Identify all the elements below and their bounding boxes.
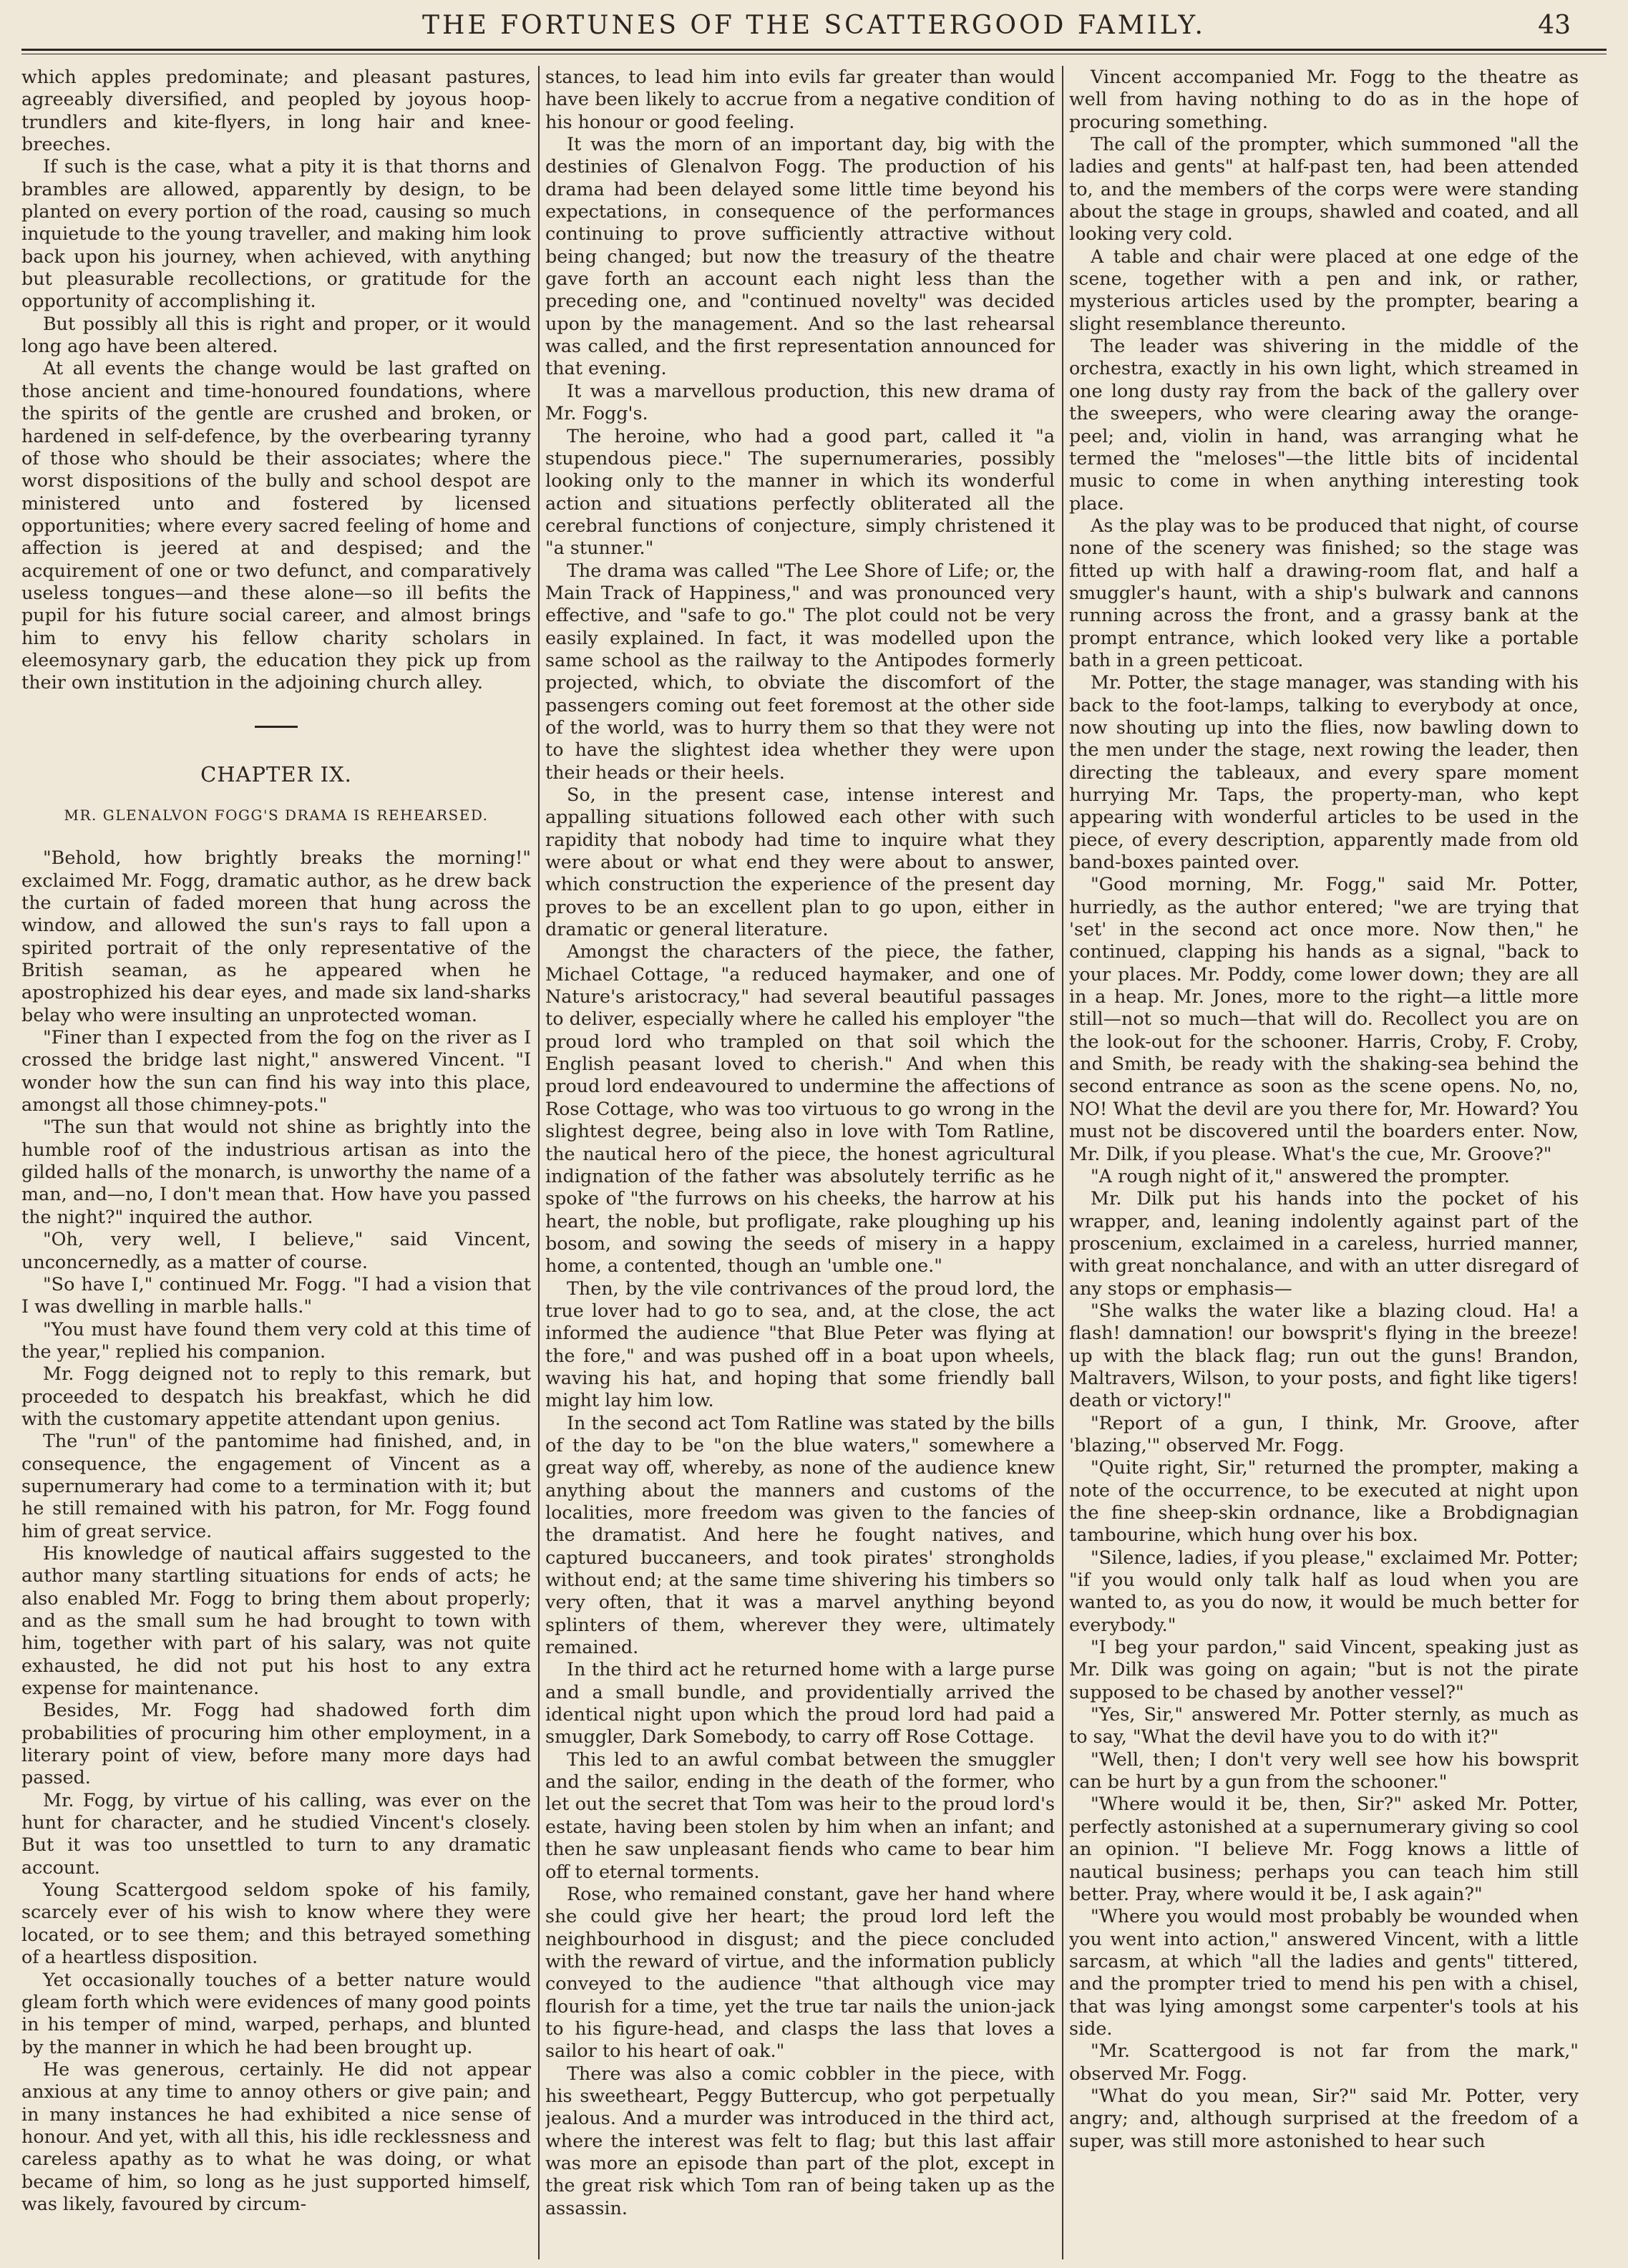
paragraph: "The sun that would not shine as brightly into the humble roof of the industrious artisan as into the gilded halls of the monarch, is unworthy the name of a man, and—no, I don't mean that. How have you passed the night?" inquired the author.	[21, 1116, 531, 1227]
paragraph: Vincent accompanied Mr. Fogg to the theatre as well from having nothing to do as in the hope of procuring something.	[1069, 66, 1579, 132]
column-3	[1069, 66, 1579, 2259]
paragraph: Mr. Dilk put his hands into the pocket of his wrapper, and, leaning indolently against part of the proscenium, exclaimed in a careless, hurried manner, with great nonchalance, and with an utter disregard of any stops or emphasis—	[1069, 1187, 1579, 1299]
paragraph: There was also a comic cobbler in the piece, with his sweetheart, Peggy Buttercup, who got perpetually jealous. And a murder was introduced in the third act, where the interest was felt to flag; but this last affair was more an episode than part of the plot, except in the great risk which Tom ran of being taken up as the assassin.	[545, 2062, 1055, 2219]
paragraph: He was generous, certainly. He did not appear anxious at any time to annoy others or give pain; and in many instances he had exhibited a nice sense of honour. And yet, with all this, his idle recklessness and careless apathy as to what he was doing, or what became of him, so long as he just supported himself, was likely, favoured by circum-	[21, 2058, 531, 2214]
paragraph: Rose, who remained constant, gave her hand where she could give her heart; the proud lord left the neighbourhood in disgust; and the piece concluded with the reward of virtue, and the information publicly conveyed to the audience "that although vice may flourish for a time, yet the true tar nails the union-jack to his figure-head, and clasps the lass that loves a sailor to his heart of oak."	[545, 1882, 1055, 2062]
paragraph: "Oh, very well, I believe," said Vincent, unconcernedly, as a matter of course.	[21, 1228, 531, 1272]
column-divider	[1062, 66, 1063, 2259]
paragraph: But possibly all this is right and proper, or it would long ago have been altered.	[21, 312, 531, 357]
paragraph: "She walks the water like a blazing cloud. Ha! a flash! damnation! our bowsprit's flying in the breeze! up with the black flag; run out the guns! Brandon, Maltravers, Wilson, to your posts, and fight like tigers! death or victory!"	[1069, 1299, 1579, 1411]
paragraph: "What do you mean, Sir?" said Mr. Potter, very angry; and, although surprised at the freedom of a super, was still more astonished to hear such	[1069, 2084, 1579, 2151]
paragraph: Young Scattergood seldom spoke of his family, scarcely ever of his wish to know where they were located, or to see them; and this betrayed something of a heartless disposition.	[21, 1879, 531, 1968]
paragraph: "A rough night of it," answered the prompter.	[1091, 1164, 1510, 1187]
paragraph: Then, by the vile contrivances of the proud lord, the true lover had to go to sea, and, at the close, the act informed the audience "that Blue Peter was flying at the fore," and was pushed off in a boat upon wheels, waving his hat, and hoping that some friendly ball might lay him low.	[545, 1277, 1055, 1411]
paragraph: "Yes, Sir," answered Mr. Potter sternly, as much as to say, "What the devil have you to do with it?"	[1069, 1703, 1579, 1748]
paragraph: Mr. Fogg deigned not to reply to this remark, but proceeded to despatch his breakfast, which he did with the customary appetite attendant upon genius.	[21, 1363, 531, 1429]
paragraph: If such is the case, what a pity it is that thorns and brambles are allowed, apparently by design, to be planted on every portion of the road, causing so much inquietude to the young traveller, and making him look back upon his journey, when achieved, with anything but pleasurable recollections, or gratitude for the opportunity of accomplishing it.	[21, 155, 531, 312]
column-2	[545, 66, 1055, 2259]
paragraph: "I beg your pardon," said Vincent, speaking just as Mr. Dilk was going on again; "but is not the pirate supposed to be chased by another vessel?"	[1069, 1636, 1579, 1703]
column-divider	[538, 66, 540, 2259]
paragraph: A table and chair were placed at one edge of the scene, together with a pen and ink, or rather, mysterious articles used by the prompter, bearing a slight resemblance thereunto.	[1069, 245, 1579, 334]
header-rule	[21, 49, 1607, 51]
paragraph: It was the morn of an important day, big with the destinies of Glenalvon Fogg. The production of his drama had been delayed some little time beyond his expectations, in consequence of the performances continuing to prove sufficiently attractive without being changed; but now the treasury of the theatre gave forth an account each night less than the preceding one, and "continued novelty" was decided upon by the management. And so the last rehearsal was called, and the first representation announced for that evening.	[545, 133, 1055, 379]
paragraph: Besides, Mr. Fogg had shadowed forth dim probabilities of procuring him other employment, in a literary point of view, before many more days had passed.	[21, 1699, 531, 1788]
page-number: 43	[1538, 11, 1571, 40]
paragraph: The call of the prompter, which summoned "all the ladies and gents" at half-past ten, had been attended to, and the members of the corps were were standing about the stage in groups, shawled and coated, and all looking very cold.	[1069, 133, 1579, 245]
paragraph: "Silence, ladies, if you please," exclaimed Mr. Potter; "if you would only talk half as loud when you are wanted to, as you do now, it would be much better for everybody."	[1069, 1546, 1579, 1635]
paragraph: The drama was called "The Lee Shore of Life; or, the Main Track of Happiness," and was pronounced very effective, and "safe to go." The plot could not be very easily explained. In fact, it was modelled upon the same school as the railway to the Antipodes formerly projected, which, to obviate the discomfort of the passengers coming out feet foremost at the other side of the world, was to hurry them so that they were not to have the slightest idea whether they were upon their heads or their heels.	[545, 559, 1055, 783]
paragraph: The leader was shivering in the middle of the orchestra, exactly in his own light, which streamed in one long dusty ray from the back of the gallery over the sweepers, who were clearing away the orange-peel; and, violin in hand, was arranging what he termed the "meloses"—the little bits of incidental music to come in when anything interesting took place.	[1069, 335, 1579, 514]
paragraph: So, in the present case, intense interest and appalling situations followed each other with such rapidity that nobody had time to inquire what they were about or what end they were about to answer, which construction the experience of the present day proves to be an excellent plan to go upon, either in dramatic or general literature.	[545, 784, 1055, 940]
paragraph: It was a marvellous production, this new drama of Mr. Fogg's.	[545, 379, 1055, 424]
paragraph: "Finer than I expected from the fog on the river as I crossed the bridge last night," answered Vincent. "I wonder how the sun can find his way into this place, amongst all those chimney-pots."	[21, 1026, 531, 1116]
paragraph: "Report of a gun, I think, Mr. Groove, after 'blazing,'" observed Mr. Fogg.	[1069, 1411, 1579, 1456]
paragraph: As the play was to be produced that night, of course none of the scenery was finished; so the stage was fitted up with half a drawing-room flat, and half a smuggler's haunt, with a ship's bulwark and cannons running across the front, and a grassy bank at the prompt entrance, which looked very like a portable bath in a green petticoat.	[1069, 514, 1579, 671]
paragraph: "You must have found them very cold at this time of the year," replied his companion.	[21, 1318, 531, 1362]
paragraph: "Well, then; I don't very well see how his bowsprit can be hurt by a gun from the schooner."	[1069, 1748, 1579, 1793]
paragraph: "So have I," continued Mr. Fogg. "I had a vision that I was dwelling in marble halls."	[21, 1272, 531, 1318]
paragraph: In the third act he returned home with a large purse and a small bundle, and providentially arrived the identical night upon which the proud lord had paid a smuggler, Dark Somebody, to carry off Rose Cottage.	[545, 1658, 1055, 1748]
paragraph: "Where you would most probably be wounded when you went into action," answered Vincent, with a little sarcasm, at which "all the ladies and gents" tittered, and the prompter tried to mend his pen with a chisel, that was lying amongst some carpenter's tools at his side.	[1069, 1905, 1579, 2039]
paragraph: In the second act Tom Ratline was stated by the bills of the day to be "on the blue waters," somewhere a great way off, whereby, as none of the audience knew anything about the manners and customs of the localities, more freedom was given to the fancies of the dramatist. And here he fought natives, and captured buccaneers, and took pirates' strongholds without end; at the same time shivering his timbers so very often, that it was a marvel anything beyond splinters of them, wherever they were, ultimately remained.	[545, 1411, 1055, 1658]
paragraph: "Where would it be, then, Sir?" asked Mr. Potter, perfectly astonished at a supernumerary giving so cool an opinion. "I believe Mr. Fogg knows a little of nautical business; perhaps you can teach him still better. Pray, where would it be, I ask again?"	[1069, 1793, 1579, 1904]
paragraph: His knowledge of nautical affairs suggested to the author many startling situations for ends of acts; he also enabled Mr. Fogg to bring them about properly; and as the small sum he had brought to town with him, together with part of his salary, was not quite exhausted, he did not put his host to any extra expense for maintenance.	[21, 1542, 531, 1699]
paragraph: "Mr. Scattergood is not far from the mark," observed Mr. Fogg.	[1069, 2040, 1579, 2084]
paragraph: stances, to lead him into evils far greater than would have been likely to accrue from a negative condition of his honour or good feeling.	[545, 66, 1055, 132]
chapter-title: CHAPTER IX.	[200, 761, 352, 787]
paragraph: Mr. Fogg, by virtue of his calling, was ever on the hunt for character, and he studied Vincent's closely. But it was too unsettled to turn to any dramatic account.	[21, 1788, 531, 1878]
paragraph: This led to an awful combat between the smuggler and the sailor, ending in the death of the former, who let out the secret that Tom was heir to the proud lord's estate, having been stolen by him when an infant; and then he saw unpleasant fiends who came to bear him off to eternal torments.	[545, 1748, 1055, 1882]
column-1	[21, 66, 531, 2259]
paragraph: The "run" of the pantomime had finished, and, in consequence, the engagement of Vincent as a supernumerary had come to a termination with it; but he still remained with his patron, for Mr. Fogg found him of great service.	[21, 1430, 531, 1542]
running-title: THE FORTUNES OF THE SCATTERGOOD FAMILY.	[422, 11, 1206, 40]
paragraph: "Quite right, Sir," returned the prompter, making a note of the occurrence, to be executed at night upon the fine sheep-skin ordnance, like a Brobdignagian tambourine, which hung over his box.	[1069, 1456, 1579, 1546]
section-divider	[255, 726, 298, 728]
paragraph: "Good morning, Mr. Fogg," said Mr. Potter, hurriedly, as the author entered; "we are trying that 'set' in the second act once more. Now then," he continued, clapping his hands as a signal, "back to your places. Mr. Poddy, come lower down; they are all in a heap. Mr. Jones, more to the right—a little more still—not so much—that will do. Recollect you are on the look-out for the schooner. Harris, Croby, F. Croby, and Smith, be ready with the shaking-sea behind the second entrance as soon as the scene opens. No, no, NO! What the devil are you there for, Mr. Howard? You must not be discovered until the boarders enter. Now, Mr. Dilk, if you please. What's the cue, Mr. Groove?"	[1069, 873, 1579, 1164]
paragraph: Amongst the characters of the piece, the father, Michael Cottage, "a reduced haymaker, and one of Nature's aristocracy," had several beautiful passages to deliver, especially where he called his employer "the proud lord who trampled on that soil which the English peasant loved to cherish." And when this proud lord endeavoured to undermine the affections of Rose Cottage, who was too virtuous to go wrong in the slightest degree, being also in love with Tom Ratline, the nautical hero of the piece, the honest agricultural indignation of the father was absolutely terrific as he spoke of "the furrows on his cheeks, the harrow at his heart, the noble, but profligate, rake ploughing up his bosom, and sowing the seeds of misery in a happy home, a contented, though an 'umble one."	[545, 940, 1055, 1277]
paragraph: "Behold, how brightly breaks the morning!" exclaimed Mr. Fogg, dramatic author, as he drew back the curtain of faded moreen that hung across the window, and allowed the sun's rays to fall upon a spirited portrait of the only representative of the British seaman, as he appeared when he apostrophized his dear eyes, and made six land-sharks belay who were insulting an unprotected woman.	[21, 847, 531, 1026]
paragraph: which apples predominate; and pleasant pastures, agreeably diversified, and peopled by joyous hoop-trundlers and kite-flyers, in long hair and knee-breeches.	[21, 66, 531, 155]
paragraph: At all events the change would be last grafted on those ancient and time-honoured foundations, where the spirits of the gentle are crushed and broken, or hardened in self-defence, by the overbearing tyranny of those who should be their associates; where the worst dispositions of the bully and school despot are ministered unto and fostered by licensed opportunities; where every sacred feeling of home and affection is jeered at and despised; and the acquirement of one or two defunct, and comparatively useless tongues—and these alone—so ill befits the pupil for his future social career, and almost brings him to envy his fellow charity scholars in eleemosynary garb, the education they pick up from their own institution in the adjoining church alley.	[21, 357, 531, 693]
chapter-subtitle: MR. GLENALVON FOGG'S DRAMA IS REHEARSED.	[64, 806, 489, 824]
paragraph: The heroine, who had a good part, called it "a stupendous piece." The supernumeraries, possibly looking only to the manner in which its wonderful action and situations perfectly obliterated all the cerebral functions of conjecture, simply christened it "a stunner."	[545, 424, 1055, 559]
page-header	[21, 10, 1607, 44]
paragraph: Yet occasionally touches of a better nature would gleam forth which were evidences of many good points in his temper of mind, warped, perhaps, and blunted by the manner in which he had been brought up.	[21, 1968, 531, 2058]
paragraph: Mr. Potter, the stage manager, was standing with his back to the foot-lamps, talking to everybody at once, now shouting up into the flies, now bawling down to the men under the stage, next rowing the leader, then directing the tableaux, and every spare moment hurrying Mr. Taps, the property-man, who kept appearing with wonderful articles to be used in the piece, of every description, apparently made from old band-boxes painted over.	[1069, 671, 1579, 873]
